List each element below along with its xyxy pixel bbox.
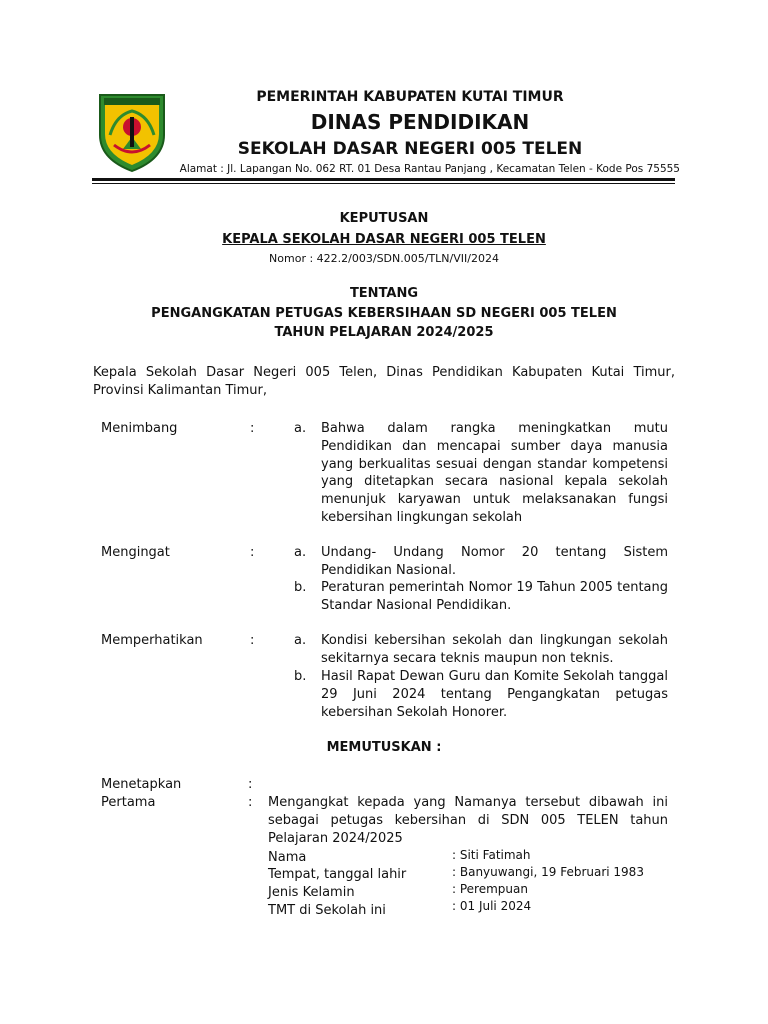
menimbang-a-marker: a. [294,421,307,436]
kutai-timur-emblem [96,89,168,173]
mengingat-colon: : [250,545,255,560]
letterhead-address: Alamat : Jl. Lapangan No. 062 RT. 01 Desa Rantau Panjang , Kecamatan Telen - Kode Pos 75555 [179,163,680,175]
detail-value-nama: : Siti Fatimah [452,848,531,862]
detail-key-ttl: Tempat, tanggal lahir [268,867,407,882]
letterhead-government: PEMERINTAH KABUPATEN KUTAI TIMUR [256,89,564,105]
mengingat-a-text: Undang- Undang Nomor 20 tentang Sistem Pendidikan Nasional. [321,545,668,578]
subject-line-2: TAHUN PELAJARAN 2024/2025 [274,325,494,340]
menimbang-colon: : [250,421,255,436]
decision-issuer-text: KEPALA SEKOLAH DASAR NEGERI 005 TELEN [222,232,546,247]
pertama-label: Pertama [101,795,156,810]
menimbang-label: Menimbang [101,421,178,436]
emblem-shield-icon [96,89,168,173]
pertama-text: Mengangkat kepada yang Namanya tersebut dibawah ini sebagai petugas kebersihan di SDN 005 TELEN tahun Pelajaran 2024/2025 [268,795,668,846]
memperhatikan-label: Memperhatikan [101,633,203,648]
detail-key-nama: Nama [268,850,307,865]
detail-key-tmt: TMT di Sekolah ini [268,903,386,918]
menetapkan-colon: : [248,777,253,792]
mengingat-a-marker: a. [294,545,307,560]
menimbang-a-text: Bahwa dalam rangka meningkatkan mutu Pendidikan dan mencapai sumber daya manusia yang berkualitas sesuai dengan standar kompetensi yang ditetapkan secara nasional kepala sekolah menunjuk karyawan untuk melaksanakan fungsi kebersihan lingkungan sekolah [321,421,668,525]
menetapkan-label: Menetapkan [101,777,182,792]
pertama-colon: : [248,795,253,810]
memperhatikan-b-marker: b. [294,669,307,684]
decision-issuer [184,232,584,247]
detail-key-gender: Jenis Kelamin [268,885,355,900]
subject-line-1: PENGANGKATAN PETUGAS KEBERSIHAAN SD NEGERI 005 TELEN [151,306,617,321]
letterhead-rule-thin [92,183,675,184]
subject-label: TENTANG [349,286,419,301]
memperhatikan-a-marker: a. [294,633,307,648]
decision-number: Nomor : 422.2/003/SDN.005/TLN/VII/2024 [269,252,499,265]
letterhead-rule-thick [92,178,675,181]
detail-value-tmt: : 01 Juli 2024 [452,899,532,913]
memperhatikan-b-text: Hasil Rapat Dewan Guru dan Komite Sekolah tanggal 29 Juni 2024 tentang Pengangkatan petugas kebersihan Sekolah Honorer. [321,669,668,720]
letterhead-school: SEKOLAH DASAR NEGERI 005 TELEN [237,139,583,159]
mengingat-b-marker: b. [294,580,307,595]
detail-value-gender: : Perempuan [452,882,528,896]
decision-title: KEPUTUSAN [339,211,429,226]
mengingat-label: Mengingat [101,545,170,560]
memutuskan-heading: MEMUTUSKAN : [326,740,442,755]
detail-value-ttl: : Banyuwangi, 19 Februari 1983 [452,865,644,879]
memperhatikan-a-text: Kondisi kebersihan sekolah dan lingkungan sekolah sekitarnya secara teknis maupun non teknis. [321,633,668,666]
intro-paragraph: Kepala Sekolah Dasar Negeri 005 Telen, Dinas Pendidikan Kabupaten Kutai Timur, Provinsi Kalimantan Timur, [93,365,675,398]
memperhatikan-colon: : [250,633,255,648]
mengingat-b-text: Peraturan pemerintah Nomor 19 Tahun 2005 tentang Standar Nasional Pendidikan. [321,580,668,613]
letterhead-department: DINAS PENDIDIKAN [310,110,530,134]
